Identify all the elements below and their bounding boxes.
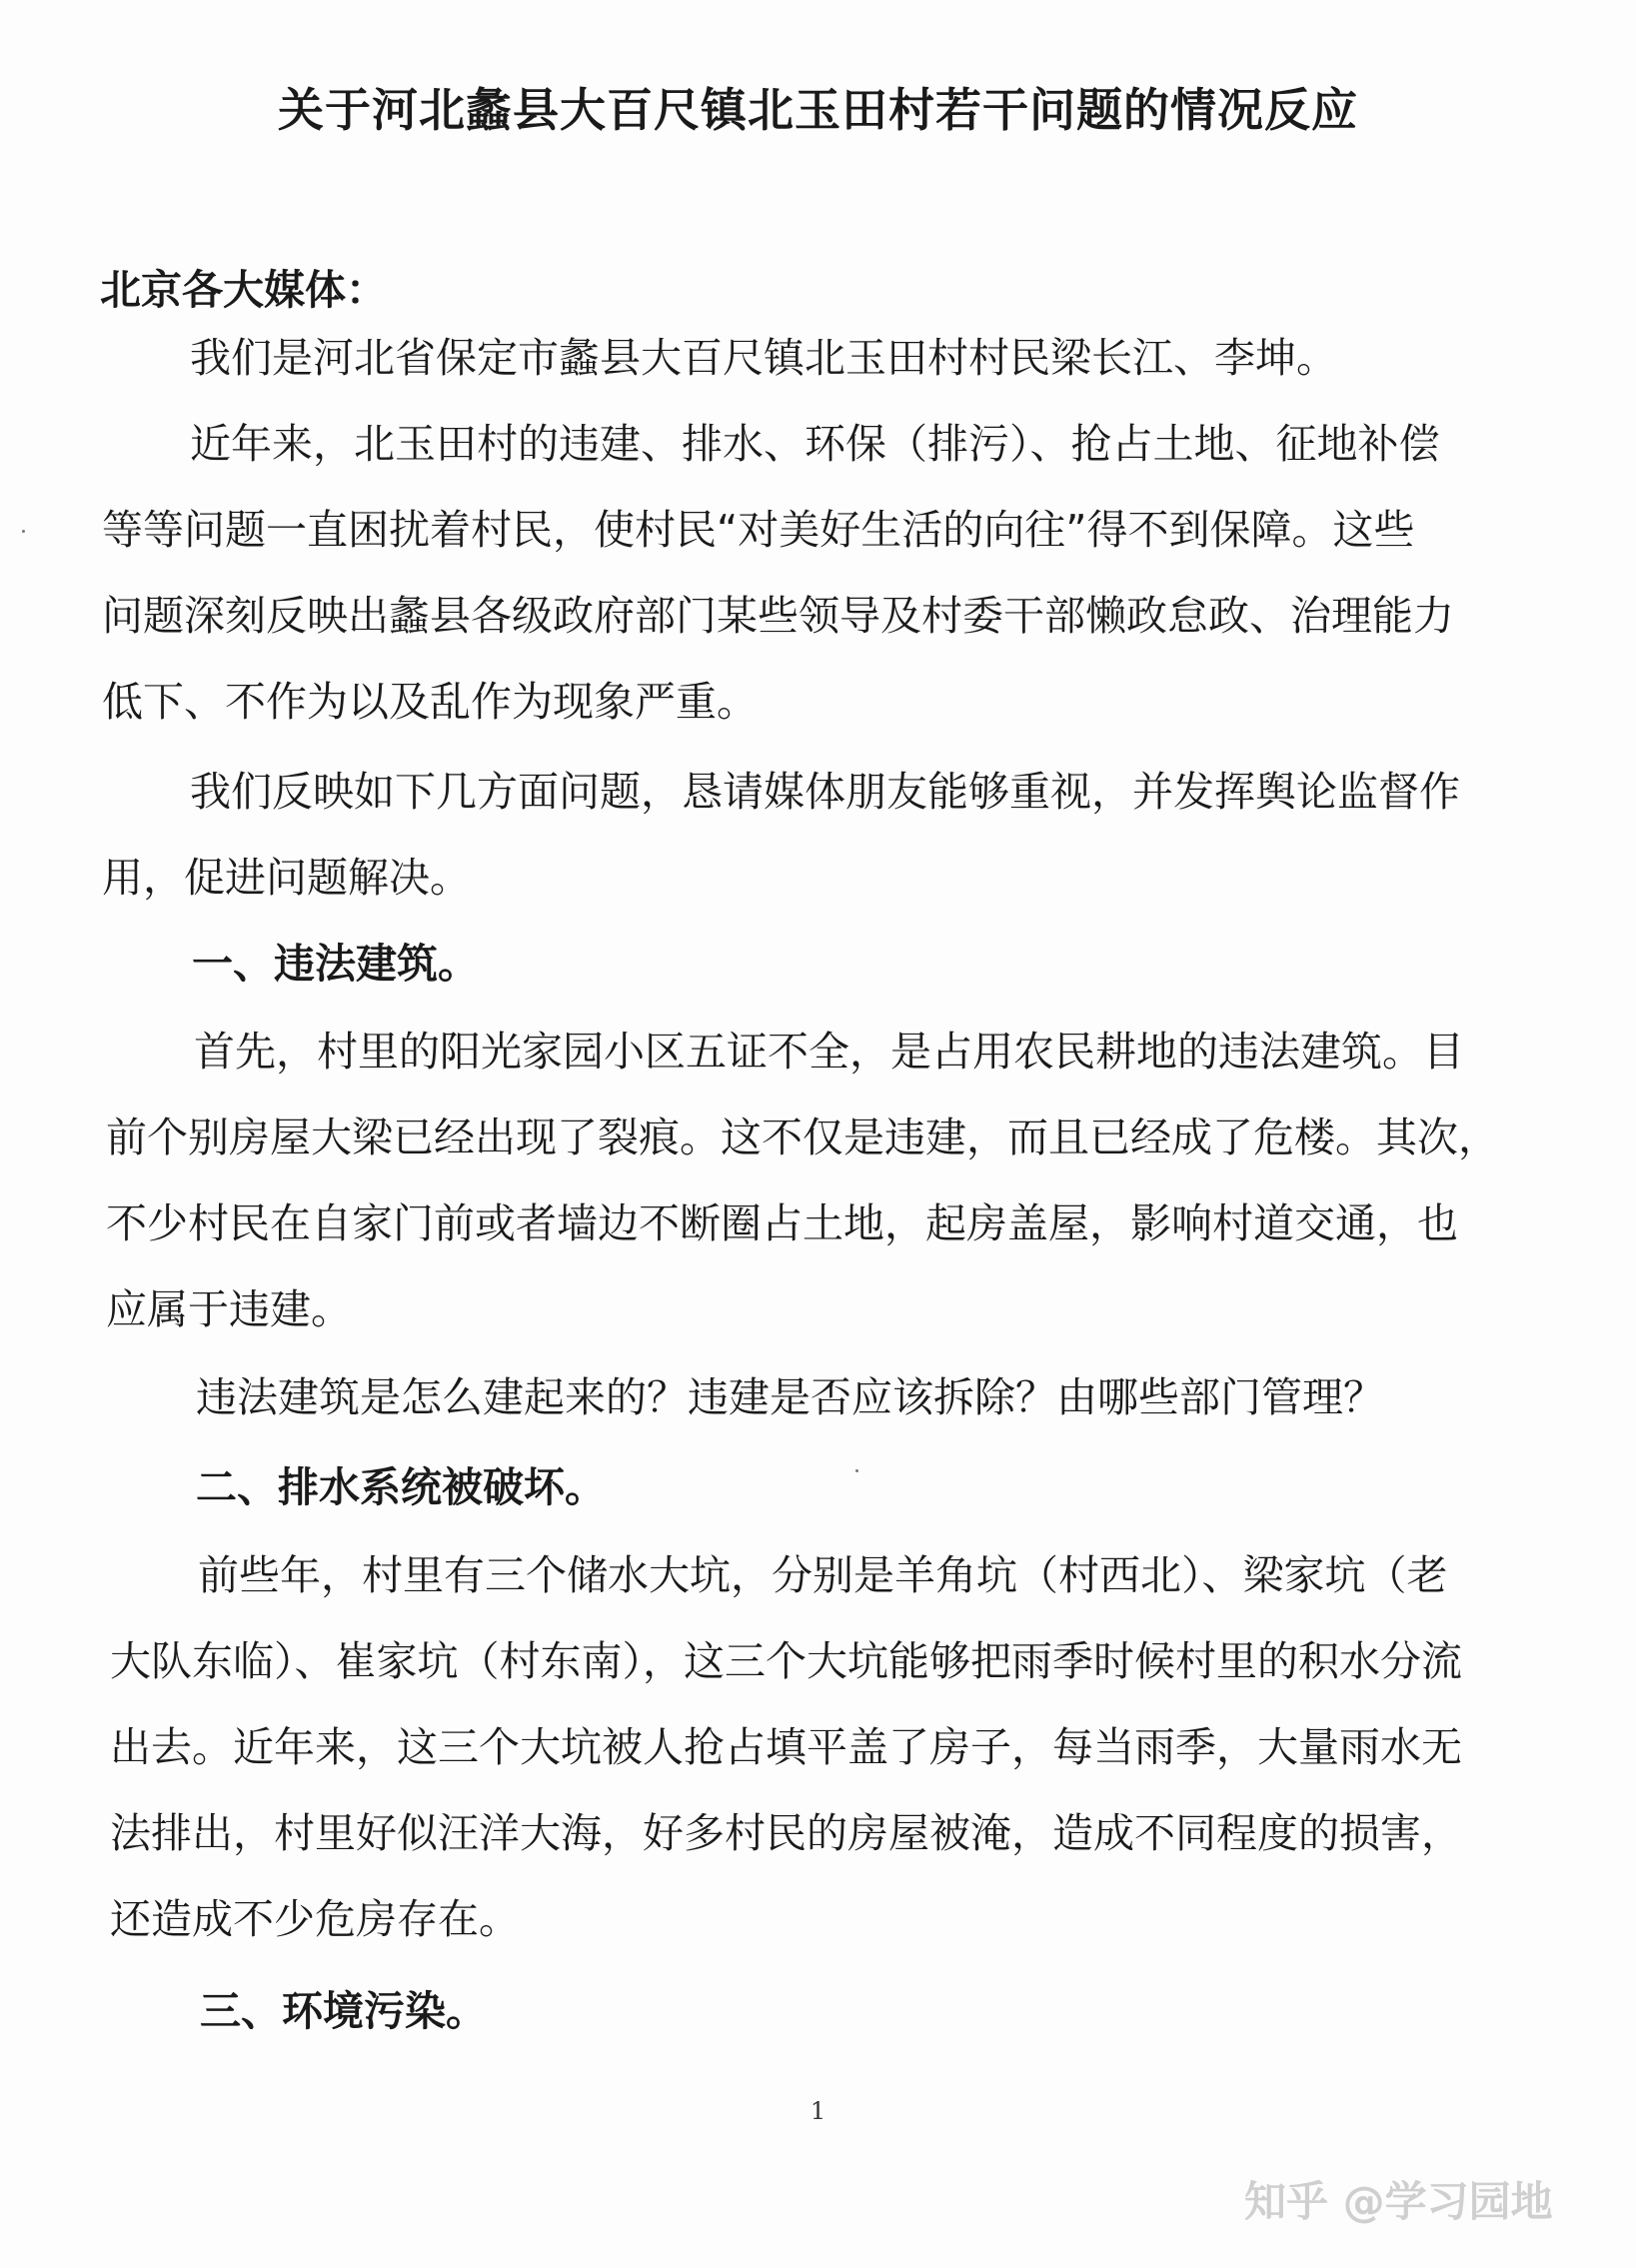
section-heading: 二、排水系统被破坏。 — [196, 1463, 606, 1511]
body-line: 用，促进问题解决。 — [102, 854, 471, 902]
body-line: 法排出，村里好似汪洋大海，好多村民的房屋被淹，造成不同程度的损害， — [110, 1809, 1462, 1857]
watermark: 知乎 @学习园地 — [1244, 2177, 1553, 2226]
body-line: 不少村民在自家门前或者墙边不断圈占土地，起房盖屋，影响村道交通，也 — [106, 1199, 1458, 1247]
body-line: 近年来，北玉田村的违建、排水、环保（排污）、抢占土地、征地补偿 — [190, 420, 1440, 468]
body-line: 首先，村里的阳光家园小区五证不全，是占用农民耕地的违法建筑。目 — [194, 1028, 1464, 1076]
body-line: 问题深刻反映出蠡县各级政府部门某些领导及村委干部懒政怠政、治理能力 — [102, 592, 1454, 640]
body-line: 应属于违建。 — [106, 1285, 352, 1333]
scan-speck — [22, 530, 25, 533]
section-heading: 三、环境污染。 — [200, 1987, 487, 2035]
body-line: 我们是河北省保定市蠡县大百尺镇北玉田村村民梁长江、李坤。 — [190, 334, 1337, 382]
body-line: 低下、不作为以及乱作为现象严重。 — [102, 678, 758, 726]
body-line: 出去。近年来，这三个大坑被人抢占填平盖了房子，每当雨季，大量雨水无 — [110, 1723, 1462, 1771]
document-title: 关于河北蠡县大百尺镇北玉田村若干问题的情况反应 — [278, 83, 1358, 137]
section-heading: 一、违法建筑。 — [192, 940, 479, 988]
body-line: 我们反映如下几方面问题，恳请媒体朋友能够重视，并发挥舆论监督作 — [190, 768, 1460, 816]
body-line: 还造成不少危房存在。 — [110, 1895, 520, 1943]
body-line: 前些年，村里有三个储水大坑，分别是羊角坑（村西北）、梁家坑（老 — [198, 1551, 1448, 1599]
body-line: 等等问题一直困扰着村民，使村民“对美好生活的向往”得不到保障。这些 — [102, 506, 1415, 554]
salutation: 北京各大媒体： — [100, 266, 387, 314]
body-line: 违法建筑是怎么建起来的？违建是否应该拆除？由哪些部门管理？ — [196, 1373, 1384, 1421]
page-number: 1 — [810, 2097, 826, 2125]
body-line: 大队东临）、崔家坑（村东南），这三个大坑能够把雨季时候村里的积水分流 — [110, 1637, 1462, 1685]
body-line: 前个别房屋大梁已经出现了裂痕。这不仅是违建，而且已经成了危楼。其次， — [106, 1114, 1499, 1161]
scan-speck — [855, 1469, 858, 1472]
